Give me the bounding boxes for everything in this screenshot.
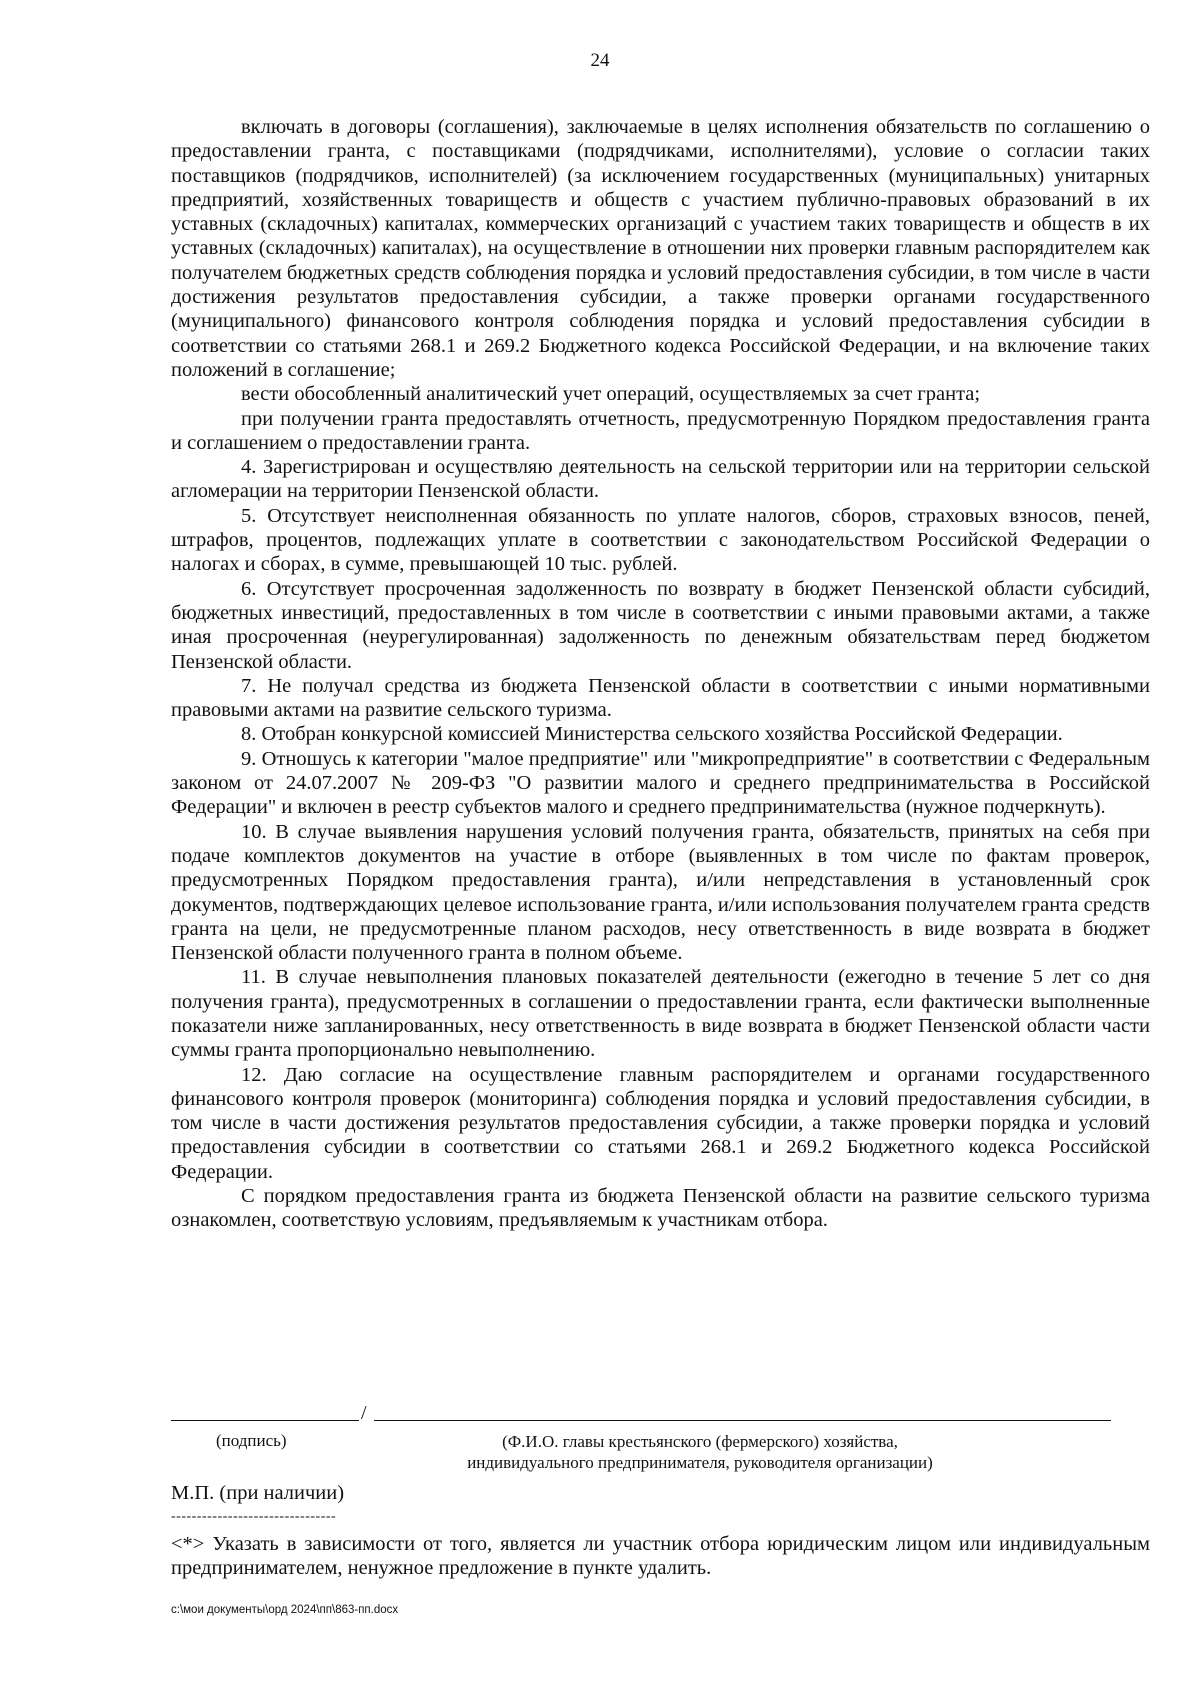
paragraph-item-5: 5. Отсутствует неисполненная обязанность по уплате налогов, сборов, страховых взносов, пеней, штрафов, процентов, подлежащих уплате в соответствии с законодательством Российской Федерации о налогах и сборах, в сумме, превышающей 10 тыс. рублей. (171, 504, 1150, 576)
name-caption-line: индивидуального предпринимателя, руководителя организации) (467, 1453, 933, 1472)
paragraph-item-6: 6. Отсутствует просроченная задолженность по возврату в бюджет Пензенской области субсидий, бюджетных инвестиций, предоставленных в том числе в соответствии с иными правовыми актами, а также иная просроченная (неурегулированная) задолженность по денежным обязательствам перед бюджетом Пензенской области. (171, 577, 1150, 673)
document-body (171, 115, 1150, 1233)
name-caption (420, 1431, 980, 1473)
paragraph: при получении гранта предоставлять отчетность, предусмотренную Порядком предоставления гранта и соглашением о предоставлении гранта. (171, 407, 1150, 454)
paragraph-item-11: 11. В случае невыполнения плановых показателей деятельности (ежегодно в течение 5 лет со дня получения гранта), предусмотренных в соглашении о предоставлении гранта, если фактически выполненные показатели ниже запланированных, несу ответственность в виде возврата в бюджет Пензенской области части суммы гранта пропорционально невыполнению. (171, 966, 1150, 1062)
footnote: <*> Указать в зависимости от того, является ли участник отбора юридическим лицом или индивидуальным предпринимателем, ненужное предложение в пункте удалить. (171, 1533, 1150, 1580)
paragraph-item-10: 10. В случае выявления нарушения условий получения гранта, обязательств, принятых на себя при подаче комплектов документов на участие в отборе (выявленных в том числе по фактам проверок, предусмотренных Порядком предоставления гранта), и/или непредставления в установленный срок документов, подтверждающих целевое использование гранта, и/или использования получателем гранта средств гранта на цели, не предусмотренные планом расходов, несу ответственность в виде возврата в бюджет Пензенской области полученного гранта в полном объеме. (171, 820, 1150, 965)
paragraph-item-4: 4. Зарегистрирован и осуществляю деятельность на сельской территории или на территории сельской агломерации на территории Пензенской области. (171, 456, 1150, 503)
signature-slash: / (361, 1402, 367, 1424)
paragraph-item-8: 8. Отобран конкурсной комиссией Министерства сельского хозяйства Российской Федерации. (241, 723, 1063, 746)
paragraph: вести обособленный аналитический учет операций, осуществляемых за счет гранта; (241, 383, 981, 406)
name-caption-line: (Ф.И.О. главы крестьянского (фермерского) хозяйства, (502, 1432, 898, 1451)
paragraph-acknowledgement: С порядком предоставления гранта из бюджета Пензенской области на развитие сельского туризма ознакомлен, соответствую условиям, предъявляемым к участникам отбора. (171, 1185, 1150, 1232)
signature-line (171, 1402, 1111, 1426)
paragraph-item-7: 7. Не получал средства из бюджета Пензенской области в соответствии с иными нормативными правовыми актами на развитие сельского туризма. (171, 674, 1150, 722)
name-underline (374, 1420, 1111, 1421)
paragraph-item-12: 12. Даю согласие на осуществление главным распорядителем и органами государственного финансового контроля проверок (мониторинга) соблюдения порядка и условий предоставления субсидии, в том числе в части достижения результатов предоставления субсидии, а также проверки порядка и условий предоставления субсидии в соответствии со статьями 268.1 и 269.2 Бюджетного кодекса Российской Федерации. (171, 1063, 1150, 1183)
file-path: c:\мои документы\орд 2024\пп\863-пп.docx (171, 1604, 399, 1616)
paragraph: включать в договоры (соглашения), заключаемые в целях исполнения обязательств по соглашению о предоставлении гранта, с поставщиками (подрядчиками, исполнителями), условие о согласии таких поставщиков (подрядчиков, исполнителей) (за исключением государственных (муниципальных) унитарных предприятий, хозяйственных товариществ и обществ с участием публично-правовых образований в их уставных (складочных) капиталах, коммерческих организаций с участием таких товариществ и обществ в их уставных (складочных) капиталах), на осуществление в отношении них проверки главным распорядителем как получателем бюджетных средств соблюдения порядка и условий предоставления субсидии, в том числе в части достижения результатов предоставления субсидии, а также проверки органами государственного (муниципального) финансового контроля соблюдения порядка и условий предоставления субсидии в соответствии со статьями 268.1 и 269.2 Бюджетного кодекса Российской Федерации, и на включение таких положений в соглашение; (171, 116, 1150, 381)
signature-underline (171, 1420, 359, 1421)
paragraph-item-9: 9. Отношусь к категории "малое предприятие" или "микропредприятие" в соответствии с Федеральным законом от 24.07.2007 № 209-ФЗ "О развитии малого и среднего предпринимательства в Российской Федерации" и включен в реестр субъектов малого и среднего предпринимательства (нужное подчеркнуть). (171, 747, 1150, 819)
signature-caption: (подпись) (216, 1431, 287, 1450)
footnote-separator: -------------------------------- (171, 1509, 337, 1524)
stamp-note: М.П. (при наличии) (171, 1482, 345, 1504)
page-number: 24 (590, 50, 610, 71)
